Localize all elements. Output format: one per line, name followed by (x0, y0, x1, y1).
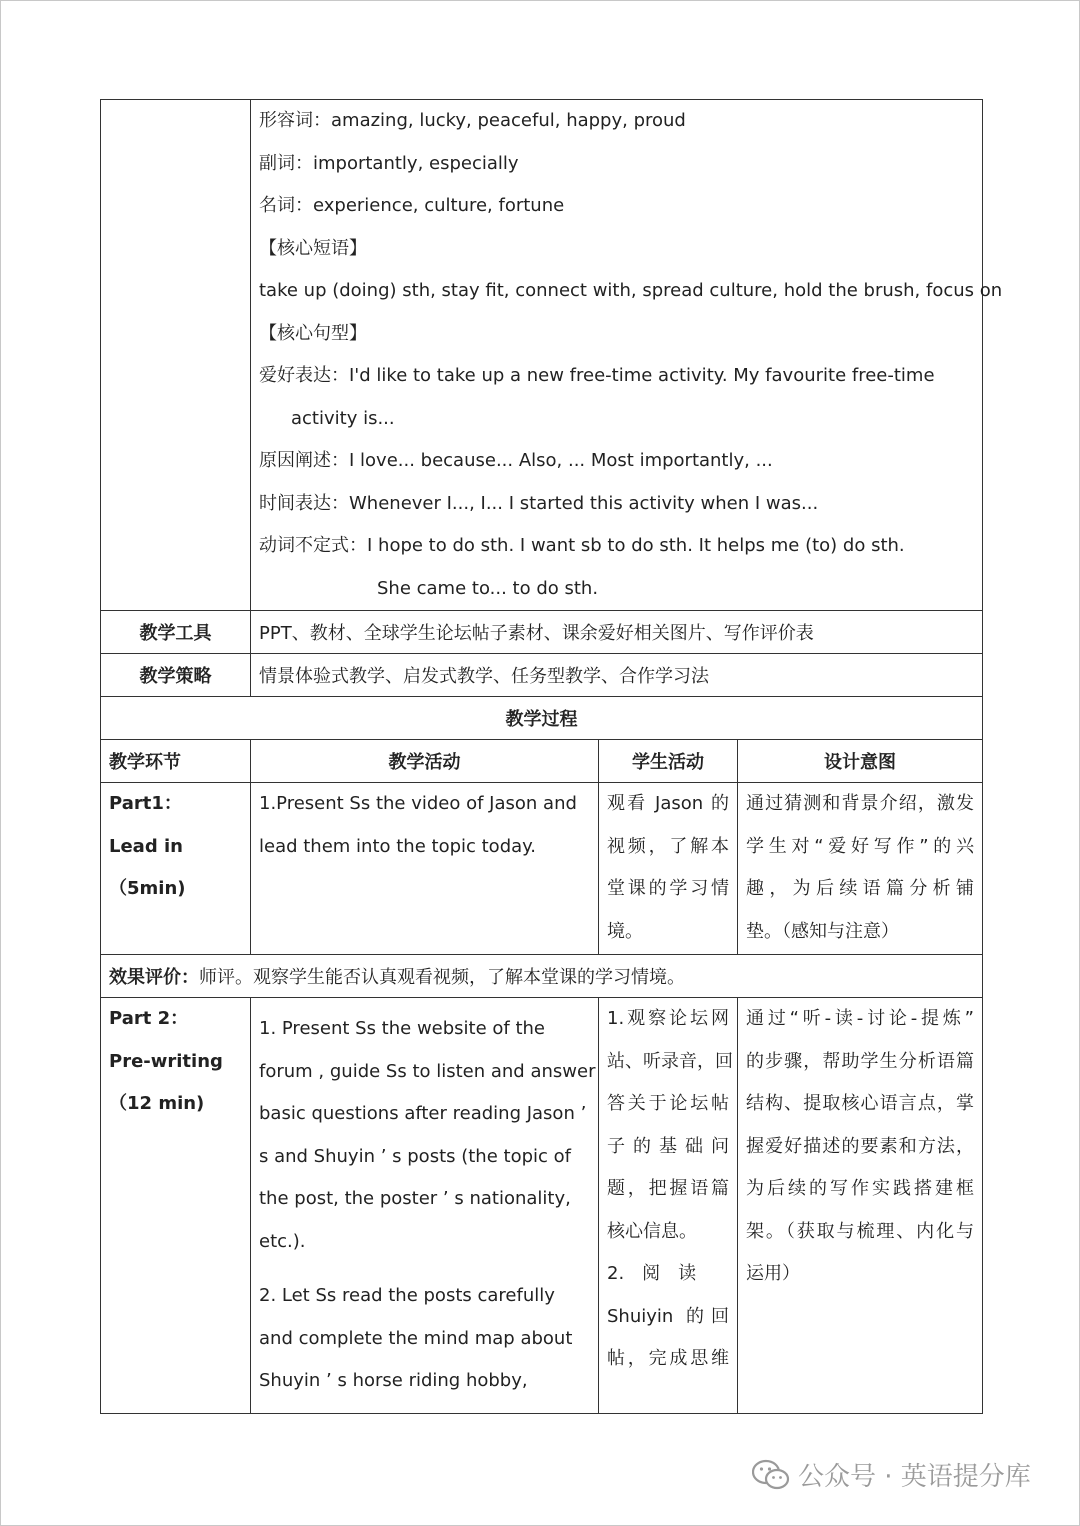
part2-teacher-line: and complete the mind map about (259, 1327, 573, 1349)
part1-design-line: 垫。（感知与注意） (746, 920, 899, 942)
header-teacher-activity: 教学活动 (251, 740, 599, 783)
part1-design-cell (738, 783, 983, 955)
phrases-line: take up (doing) sth, stay fit, connect with, spread culture, hold the brush, focus on (259, 280, 1003, 301)
part2-teacher-line: basic questions after reading Jason ’ (259, 1103, 587, 1124)
part2-teacher-cell (251, 998, 599, 1414)
header-design-intent: 设计意图 (738, 740, 983, 783)
part2-step-line: Pre-writing (109, 1050, 223, 1072)
vocabulary-label-cell (101, 100, 251, 611)
wechat-icon (752, 1459, 790, 1491)
process-title-row (101, 697, 983, 740)
part2-design-line: 为后续的写作实践搭建框 (746, 1178, 974, 1199)
adverbs-line: 副词：importantly, especially (259, 152, 519, 174)
phrases-heading: 【核心短语】 (259, 237, 367, 259)
part1-student-line: 视频，了解本 (607, 835, 729, 857)
part2-student-line: 2. 阅 读 (607, 1263, 697, 1284)
infinitive-line-2: She came to... to do sth. (377, 577, 599, 599)
part1-teacher-line: 1.Present Ss the video of Jason and (259, 793, 577, 814)
vocabulary-row (101, 100, 983, 611)
part1-student-line: 境。 (607, 920, 643, 942)
tools-row (101, 611, 983, 654)
part2-step-cell (101, 998, 251, 1414)
part2-teacher-line: forum , guide Ss to listen and answer (259, 1060, 596, 1082)
part2-design-line: 通过“听-读-讨论-提炼” (746, 1008, 974, 1029)
vocabulary-cell (251, 100, 1003, 611)
part2-teacher-line: etc.). (259, 1230, 306, 1252)
header-row (101, 740, 983, 783)
part2-student-line: 答关于论坛帖 (607, 1093, 729, 1114)
watermark-text: 公众号 · 英语提分库 (798, 1462, 1031, 1492)
header-student-activity: 学生活动 (599, 740, 738, 783)
process-title: 教学过程 (101, 697, 983, 740)
part2-row (101, 998, 983, 1414)
part1-student-cell (599, 783, 738, 955)
part2-teacher-line: s and Shuyin ’ s posts (the topic of (259, 1145, 571, 1167)
hobby-expression-line: 爱好表达：I'd like to take up a new free-time activity. My favourite free-time (259, 365, 935, 386)
part2-design-line: 的步骤，帮助学生分析语篇 (746, 1050, 974, 1072)
part1-step-line: （5min) (109, 878, 186, 899)
part1-design-line: 通过猜测和背景介绍，激发 (746, 793, 974, 814)
evaluation-row (101, 955, 983, 998)
part2-design-line: 架。（获取与梳理、内化与 (746, 1220, 974, 1242)
part2-student-cell (599, 998, 738, 1414)
strategy-row (101, 654, 983, 697)
part2-step-line: Part 2： (109, 1008, 189, 1029)
part2-student-line: 帖，完成思维 (607, 1348, 729, 1369)
part1-teacher-cell (251, 783, 599, 955)
adjectives-line: 形容词：amazing, lucky, peaceful, happy, proud (259, 110, 686, 131)
part2-student-line: 站、听录音，回 (607, 1050, 733, 1072)
part2-teacher-line: the post, the poster ’ s nationality, (259, 1188, 571, 1209)
part2-teacher-line: 1. Present Ss the website of the (259, 1018, 546, 1039)
part2-design-cell (738, 998, 983, 1414)
evaluation-label: 效果评价： (109, 967, 199, 988)
part1-step-cell (101, 783, 251, 955)
evaluation-text: 师评。观察学生能否认真观看视频，了解本堂课的学习情境。 (199, 967, 685, 988)
time-expression-line: 时间表达：Whenever I..., I... I started this activity when I was... (259, 492, 819, 514)
nouns-line: 名词：experience, culture, fortune (259, 195, 565, 216)
part2-design-line: 运用） (746, 1263, 800, 1284)
part1-design-line: 趣，为后续语篇分析铺 (746, 878, 974, 899)
part2-student-line: 核心信息。 (607, 1220, 697, 1242)
tools-label: 教学工具 (101, 611, 251, 654)
part2-design-line: 结构、提取核心语言点，掌 (746, 1093, 974, 1114)
reason-expression-line: 原因阐述：I love... because... Also, ... Most importantly, ... (259, 450, 773, 471)
part2-student-line: Shuiyin 的回 (607, 1305, 729, 1327)
lesson-plan-table (100, 99, 1003, 1414)
part1-student-line: 堂课的学习情 (607, 878, 729, 899)
infinitive-line: 动词不定式：I hope to do sth. I want sb to do sth. It helps me (to) do sth. (259, 535, 905, 556)
part1-step-line: Part1： (109, 793, 182, 814)
evaluation-cell (101, 955, 983, 998)
part2-design-line: 握爱好描述的要素和方法， (746, 1135, 974, 1157)
part2-student-line: 子的基础问 (607, 1135, 729, 1157)
part1-teacher-line: lead them into the topic today. (259, 835, 536, 857)
part2-step-line: （12 min) (109, 1093, 205, 1114)
watermark (752, 1456, 1031, 1493)
part2-student-line: 题，把握语篇 (607, 1178, 729, 1199)
tools-value: PPT、教材、全球学生论坛帖子素材、课余爱好相关图片、写作评价表 (251, 611, 983, 654)
part1-step-line: Lead in (109, 835, 183, 857)
part1-design-line: 学生对“爱好写作”的兴 (746, 835, 974, 857)
sentences-heading: 【核心句型】 (259, 322, 367, 344)
part2-student-line: 1.观察论坛网 (607, 1008, 729, 1029)
part1-row (101, 783, 983, 955)
strategy-value: 情景体验式教学、启发式教学、任务型教学、合作学习法 (251, 654, 983, 697)
hobby-expression-line-2: activity is... (291, 407, 395, 429)
header-step: 教学环节 (101, 740, 251, 783)
part1-student-line: 观看 Jason 的 (607, 793, 729, 814)
part2-teacher-line: Shuyin ’ s horse riding hobby, (259, 1370, 528, 1391)
strategy-label: 教学策略 (101, 654, 251, 697)
part2-teacher-line: 2. Let Ss read the posts carefully (259, 1285, 555, 1306)
